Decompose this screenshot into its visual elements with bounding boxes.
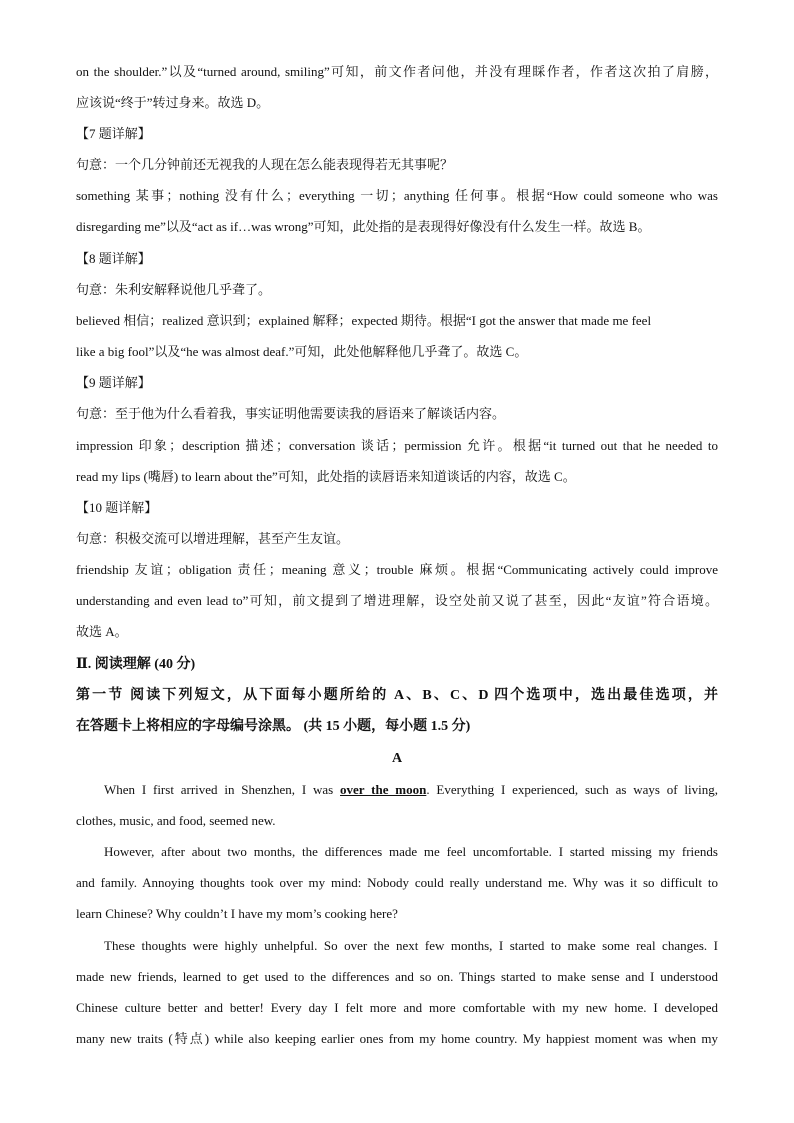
passage-line: However, after about two months, the differences made me feel uncomfortable. I started missing my friends xyxy=(104,844,718,859)
underlined-phrase: over the moon xyxy=(340,782,427,797)
answer-explanation-line: believed 相信；realized 意识到；explained 解释；expected 期待。根据“I got the answer that made me feel xyxy=(76,313,652,328)
sentence-meaning-line: 句意：朱利安解释说他几乎聋了。 xyxy=(76,282,272,297)
passage-line: clothes, music, and food, seemed new. xyxy=(76,813,276,828)
answer-explanation-line: 应该说“终于”转过身来。故选 D。 xyxy=(76,95,270,110)
passage-line: These thoughts were highly unhelpful. So over the next few months, I started to make some real changes. I xyxy=(104,938,718,953)
answer-explanation-line: like a big fool”以及“he was almost deaf.”可知，此处他解释他几乎聋了。故选 C。 xyxy=(76,344,528,359)
passage-line: made new friends, learned to get used to the differences and so on. Things started to make sense and I understood xyxy=(76,969,718,984)
section-instruction: 在答题卡上将相应的字母编号涂黑。 (共 15 小题，每小题 1.5 分) xyxy=(76,719,471,734)
answer-explanation-line: understanding and even lead to”可知，前文提到了增进理解，设空处前又说了甚至，因此“友谊”符合语境。 xyxy=(76,593,718,608)
answer-explanation-line: on the shoulder.”以及“turned around, smiling”可知，前文作者问他，并没有理睬作者，作者这次拍了肩膀， xyxy=(76,64,718,79)
question-heading: 【10 题详解】 xyxy=(76,500,158,515)
sentence-meaning-line: 句意：积极交流可以增进理解，甚至产生友谊。 xyxy=(76,531,350,546)
sentence-meaning-line: 句意：至于他为什么看着我，事实证明他需要读我的唇语来了解谈话内容。 xyxy=(76,406,506,421)
section-instruction: 第一节 阅读下列短文，从下面每小题所给的 A、B、C、D 四个选项中，选出最佳选项，并 xyxy=(76,688,718,703)
answer-explanation-line: read my lips (嘴唇) to learn about the”可知，此处指的读唇语来知道谈话的内容，故选 C。 xyxy=(76,469,576,484)
answer-explanation-line: impression 印象；description 描述；conversation 谈话；permission 允许。根据“it turned out that he needed to xyxy=(76,438,718,453)
answer-explanation-line: 故选 A。 xyxy=(76,624,128,639)
question-heading: 【8 题详解】 xyxy=(76,251,151,266)
passage-line xyxy=(104,781,718,799)
answer-explanation-line: disregarding me”以及“act as if…was wrong”可知，此处指的是表现得好像没有什么发生一样。故选 B。 xyxy=(76,219,651,234)
passage-line: Chinese culture better and better! Every day I felt more and more comfortable with my new home. I developed xyxy=(76,1000,718,1015)
passage-text: When I first arrived in Shenzhen, I was xyxy=(104,782,341,797)
passage-label: A xyxy=(391,751,403,766)
section-title: Ⅱ. 阅读理解 (40 分) xyxy=(76,657,196,672)
passage-text: . Everything I experienced, such as ways of living, xyxy=(426,782,718,797)
answer-explanation-line: friendship 友谊；obligation 责任；meaning 意义；trouble 麻烦。根据“Communicating actively could improve xyxy=(76,562,718,577)
passage-line: and family. Annoying thoughts took over my mind: Nobody could really understand me. Why was it so difficult to xyxy=(76,875,718,890)
question-heading: 【9 题详解】 xyxy=(76,375,151,390)
sentence-meaning-line: 句意：一个几分钟前还无视我的人现在怎么能表现得若无其事呢？ xyxy=(76,157,454,172)
answer-explanation-line: something 某事；nothing 没有什么；everything 一切；anything 任何事。根据“How could someone who was xyxy=(76,188,718,203)
passage-line: learn Chinese? Why couldn’t I have my mom’s cooking here? xyxy=(76,906,398,921)
question-heading: 【7 题详解】 xyxy=(76,126,151,141)
passage-line: many new traits (特点) while also keeping earlier ones from my home country. My happiest moment was when my xyxy=(76,1031,718,1046)
